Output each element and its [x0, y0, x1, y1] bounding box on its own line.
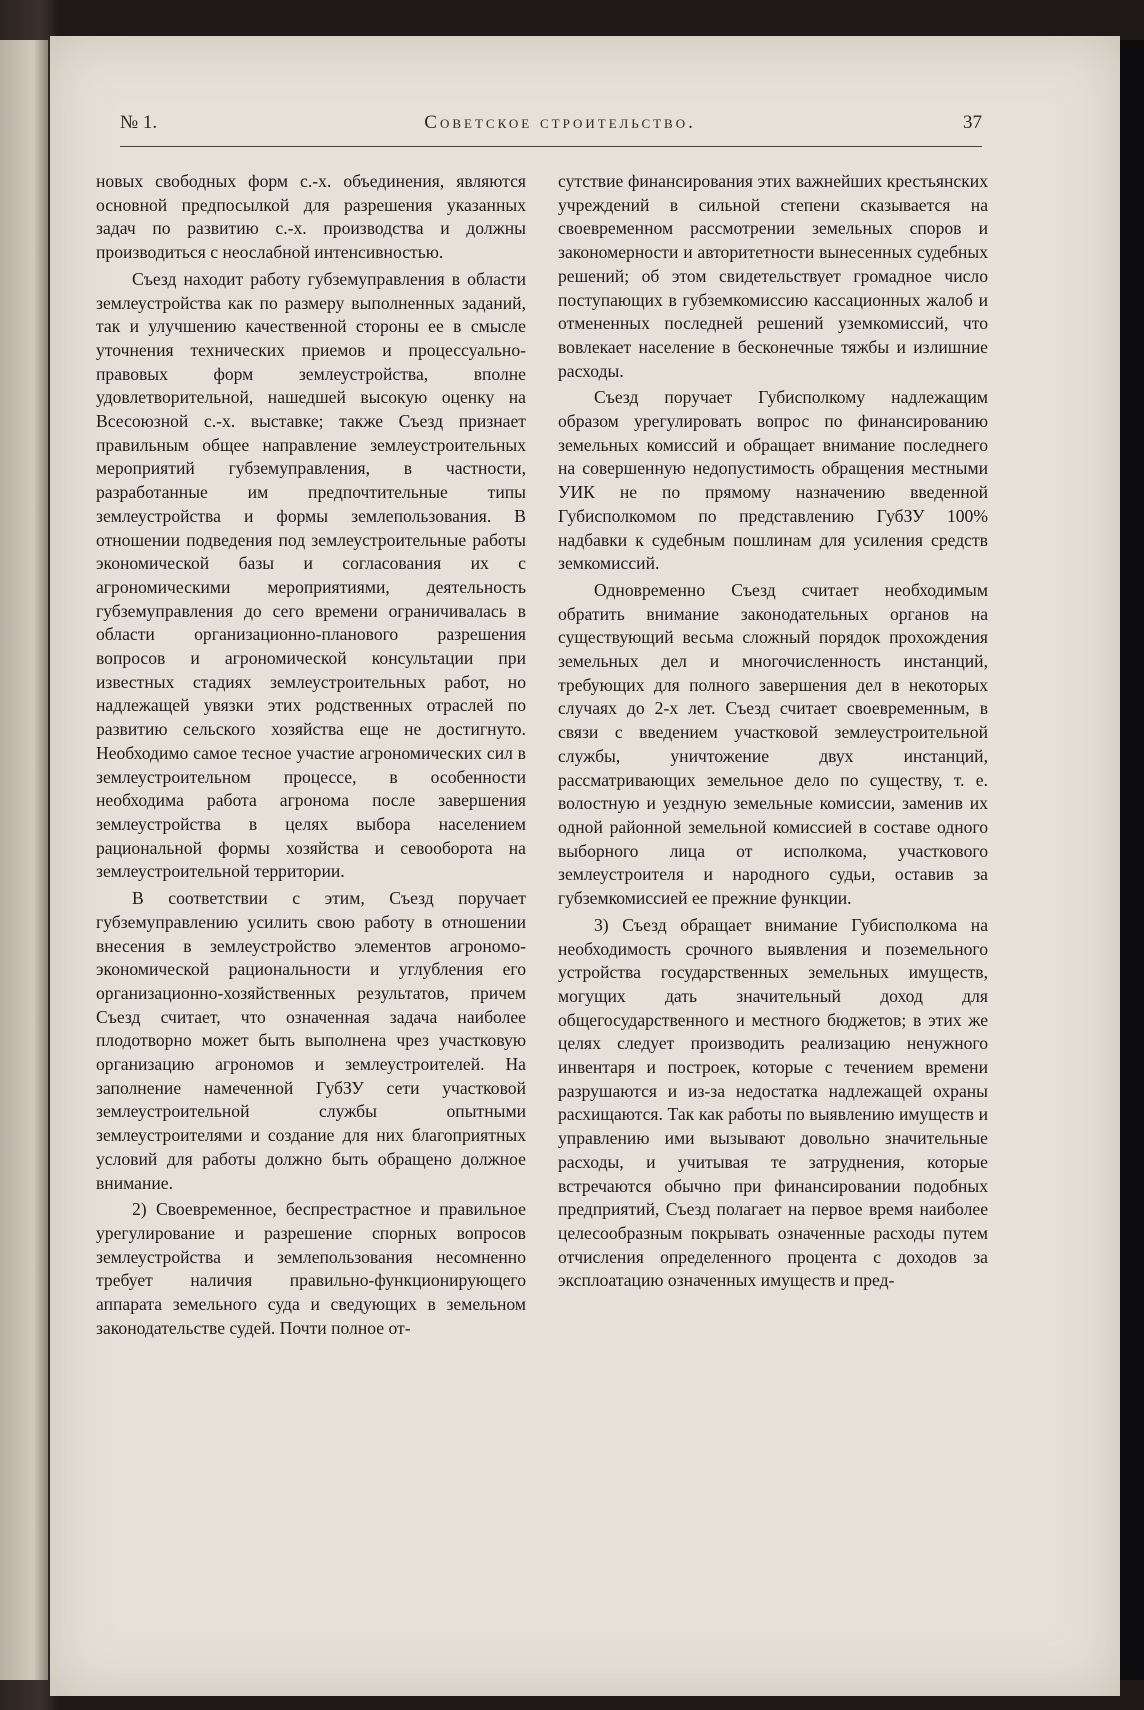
paragraph: 3) Съезд обращает внимание Губисполкома на необходимость срочного выявления и поземельного устройства государственных земельных имуществ, могущих дать значительный доход для общегосударственного и местного бюджетов; в этих же целях следует производить реализацию ненужного инвентаря и построек, которые с течением времени разрушаются и из-за недостатка надлежащей охраны расхищаются. Так как работы по выявлению имуществ и управлению ими вызывают довольно значительные расходы, и учитывая те затруднения, которые встречаются обычно при финансировании подобных предприятий, Съезд полагает на первое время наиболее целесообразным покрывать означенные расходы путем отчисления определенного процента с доходов за эксплоатацию означенных имуществ и пред-	[558, 914, 988, 1291]
issue-number: № 1.	[120, 112, 158, 133]
paragraph: сутствие финансирования этих важнейших крестьянских учреждений в сильной степени сказывается на своевременном рассмотрении земельных споров и закономерности и авторитетности вынесенных судебных решений; об этом свидетельствует громадное число поступающих в губземкомиссию кассационных жалоб и отмененных последней решений уземкомиссий, что вовлекает население в бесконечные тяжбы и излишние расходы.	[558, 171, 988, 381]
paragraph: В соответствии с этим, Съезд поручает губземуправлению усилить свою работу в отношении внесения в землеустройство элементов агрономо-экономической рациональности и углубления его организационно-хозяйственных результатов, причем Съезд считает, что означенная задача наиболее плодотворно может быть выполнена чрез участковую организацию агрономов и землеустроителей. На заполнение намеченной ГубЗУ сети участковой землеустроительной службы опытными землеустроителями и создание для них благоприятных условий для работы должно быть обращено должное внимание.	[96, 888, 526, 1193]
text-columns	[96, 170, 988, 1340]
page-number: 37	[963, 112, 982, 133]
paragraph: Съезд находит работу губземуправления в области землеустройства как по размеру выполненных заданий, так и улучшению качественной стороны ее в смысле уточнения технических приемов и процессуально-правовых форм землеустройства, вполне удовлетворительной, нашедшей высокую оценку на Всесоюзной с.-х. выставке; также Съезд признает правильным общее направление землеустроительных мероприятий губземуправления, в частности, разработанные им предпочтительные типы землеустройства и формы землепользования. В отношении подведения под землеустроительные работы экономической базы и согласования их с агрономическими мероприятиями, деятельность губземуправления до сего времени ограничивалась в области организационно-планового разрешения вопросов и агрономической консультации при известных стадиях землеустроительных работ, но надлежащей увязки этих родственных отраслей по развитию сельского хозяйства еще не достигнуто. Необходимо самое тесное участие агрономических сил в землеустроительном процессе, в особенности необходима работа агронома после завершения землеустройства в целях выбора населением рациональной формы хозяйства и севооборота на землеустроительной территории.	[96, 268, 526, 882]
right-column	[558, 170, 988, 1340]
paragraph: Съезд поручает Губисполкому надлежащим образом урегулировать вопрос по финансированию земельных комиссий и обращает внимание последнего на совершенную недопустимость обращения местными УИК не по прямому назначению введенной Губисполкомом по представлению ГубЗУ 100% надбавки к судебным пошлинам для усиления средств земкомиссий.	[558, 387, 988, 574]
paragraph: 2) Своевременное, беспрестрастное и правильное урегулирование и разрешение спорных вопросов землеустройства и землепользования несомненно требует наличия правильно-функционирующего аппарата земельного суда и сведующих в земельном законодательстве судей. Почти полное от-	[96, 1199, 526, 1338]
running-header	[120, 112, 982, 147]
previous-page-edge	[0, 40, 48, 1680]
paragraph: Одновременно Съезд считает необходимым обратить внимание законодательных органов на существующий весьма сложный порядок прохождения земельных дел и многочисленность инстанций, требующих для полного завершения дел в некоторых случаях до 2-х лет. Съезд считает своевременным, в связи с введением участковой землеустроительной службы, уничтожение двух инстанций, рассматривающих земельное дело по существу, т. е. волостную и уездную земельные комиссии, заменив их одной районной земельной комиссией в составе одного выборного лица от исполкома, участкового землеустроителя и народного судьи, оставив за губземкомиссией ее прежние функции.	[558, 579, 988, 909]
paragraph: новых свободных форм с.-х. объединения, являются основной предпосылкой для разрешения указанных задач по развитию с.-х. производства и должны производиться с неослабной интенсивностью.	[96, 171, 526, 263]
scan-border	[1120, 40, 1144, 1680]
left-column	[96, 170, 526, 1340]
journal-title: Советское строительство.	[424, 112, 696, 133]
